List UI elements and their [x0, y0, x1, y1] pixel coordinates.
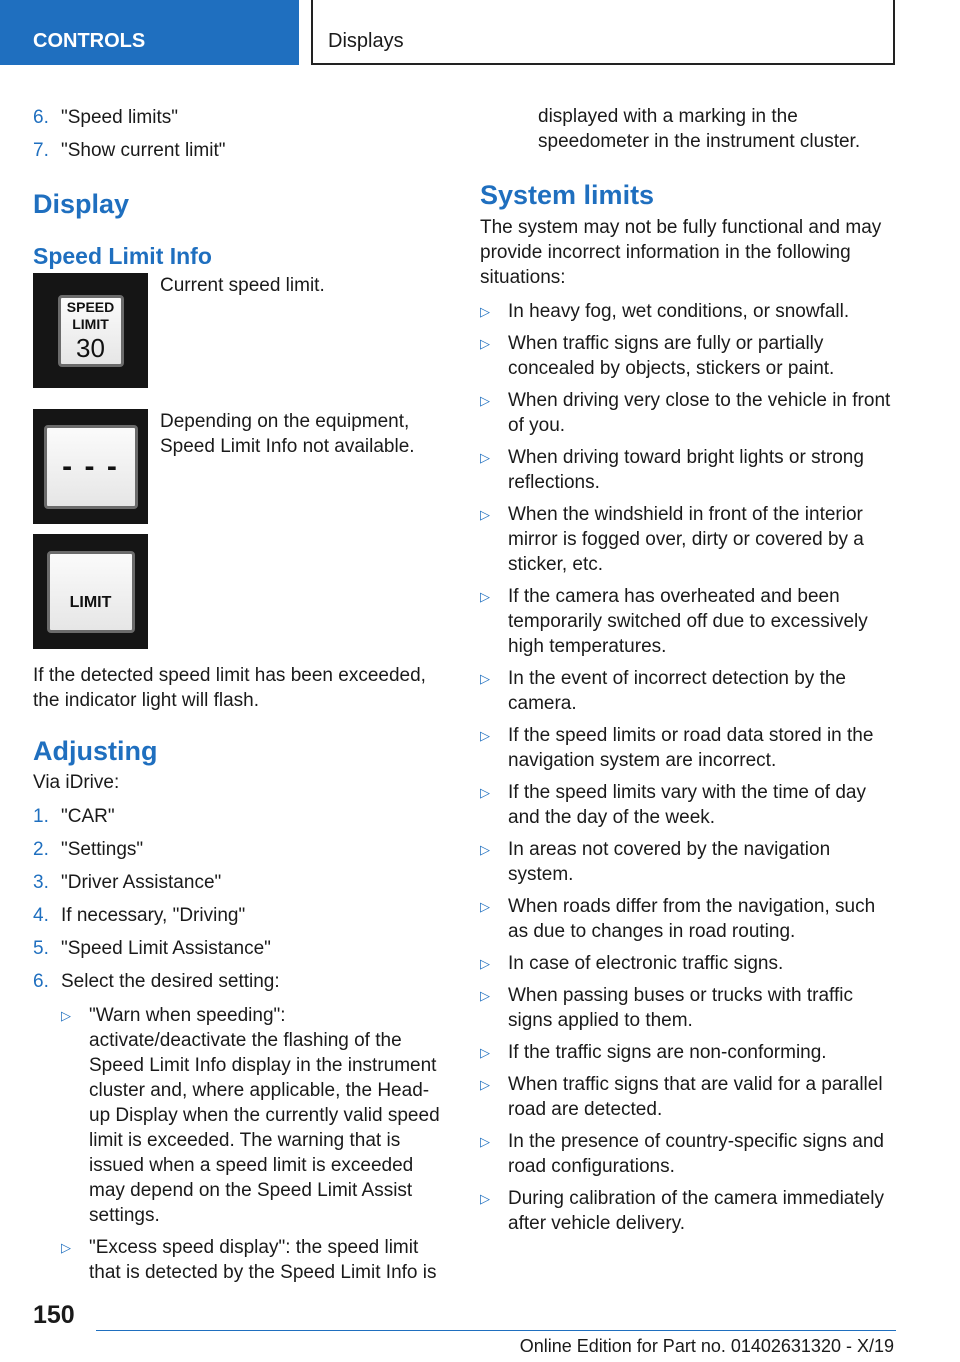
triangle-bullet-icon: ▷ [480, 988, 490, 1003]
triangle-bullet-icon: ▷ [480, 671, 490, 686]
list-item: ▷ When roads differ from the navigation, such as due to changes in road routing. [480, 896, 876, 942]
list-item: ▷ During calibration of the camera immediately after vehicle delivery. [480, 1188, 884, 1234]
left-column [33, 104, 445, 1292]
triangle-bullet-icon: ▷ [480, 728, 490, 743]
system-limits-intro: The system may not be fully functional and may provide incorrect information in the following situations: [480, 217, 882, 288]
icon-caption: Current speed limit. [160, 275, 325, 296]
triangle-bullet-icon: ▷ [480, 1134, 490, 1149]
display-heading: Display [33, 189, 130, 219]
menu-steps-continued [33, 104, 445, 170]
icon-row [33, 534, 445, 649]
right-column [480, 104, 895, 1243]
list-item: ▷ In the event of incorrect detection by the camera. [480, 668, 846, 714]
footer-edition: Online Edition for Part no. 01402631320 - X/19 [519, 1336, 894, 1356]
list-item: ▷ When the windshield in front of the interior mirror is fogged over, dirty or covered by a sticker, etc. [480, 504, 864, 575]
list-item: ▷ If the camera has overheated and been temporarily switched off due to excessively high temperatures. [480, 586, 868, 657]
list-item: 5. "Speed Limit Assistance" [33, 938, 271, 959]
exceeded-text: If the detected speed limit has been exceeded, the indicator light will flash. [33, 665, 426, 711]
triangle-bullet-icon: ▷ [480, 1077, 490, 1092]
list-item: ▷ If the speed limits or road data stored in the navigation system are incorrect. [480, 725, 874, 771]
adjust-steps [33, 803, 445, 1001]
adjusting-heading: Adjusting [33, 736, 158, 766]
icon-caption: Depending on the equipment, Speed Limit Info not available. [160, 411, 415, 457]
speed-limit-30-icon: SPEED LIMIT 30 [33, 273, 148, 388]
list-item: ▷ If the speed limits vary with the time of day and the day of the week. [480, 782, 866, 828]
list-item: 4. If necessary, "Driving" [33, 905, 246, 926]
list-item: ▷ When passing buses or trucks with traffic signs applied to them. [480, 985, 853, 1031]
list-item: ▷ In areas not covered by the navigation system. [480, 839, 831, 885]
icon-row [33, 409, 445, 524]
icon-row [33, 273, 445, 388]
system-limits-list [480, 299, 895, 1236]
chapter-tab: Displays [311, 0, 895, 65]
triangle-bullet-icon: ▷ [480, 304, 490, 319]
triangle-bullet-icon: ▷ [480, 956, 490, 971]
system-limits-heading: System limits [480, 180, 655, 210]
triangle-bullet-icon: ▷ [480, 842, 490, 857]
triangle-bullet-icon: ▷ [480, 785, 490, 800]
list-item: 2. "Settings" [33, 839, 144, 860]
list-item: ▷ "Warn when speeding": activate/deactivate the flashing of the Speed Limit Info display in the instrument cluster and, where applicable, the Head-up Display when the currently valid speed limit is exceeded. The warning that is issued when a speed limit is exceeded may depend on the Speed Limit Assist settings. [61, 1005, 440, 1226]
triangle-bullet-icon: ▷ [480, 336, 490, 351]
limit-icon: LIMIT [33, 534, 148, 649]
speed-limit-unavailable-icon: - - - [33, 409, 148, 524]
triangle-bullet-icon: ▷ [480, 1191, 490, 1206]
triangle-bullet-icon: ▷ [61, 1240, 71, 1255]
triangle-bullet-icon: ▷ [480, 393, 490, 408]
via-idrive-text: Via iDrive: [33, 772, 120, 793]
triangle-bullet-icon: ▷ [480, 1045, 490, 1060]
section-tab: CONTROLS [0, 0, 299, 65]
list-item: ▷ In the presence of country-specific signs and road configurations. [480, 1131, 884, 1177]
footer-divider [96, 1330, 896, 1331]
list-item: 3. "Driver Assistance" [33, 872, 222, 893]
speed-limit-info-heading: Speed Limit Info [33, 243, 212, 269]
list-item: 6. Select the desired setting: [33, 971, 280, 992]
list-item: 6. "Speed limits" [33, 107, 178, 128]
list-item: 7. "Show current limit" [33, 140, 226, 161]
triangle-bullet-icon: ▷ [480, 589, 490, 604]
continued-text: displayed with a marking in the speedometer in the instrument cluster. [538, 106, 861, 152]
list-item: ▷ When driving toward bright lights or strong reflections. [480, 447, 864, 493]
list-item: ▷ If the traffic signs are non-conforming. [480, 1042, 827, 1063]
triangle-bullet-icon: ▷ [480, 507, 490, 522]
list-item: ▷ When traffic signs that are valid for a parallel road are detected. [480, 1074, 883, 1120]
triangle-bullet-icon: ▷ [480, 450, 490, 465]
list-item: 1. "CAR" [33, 806, 115, 827]
list-item: ▷ When traffic signs are fully or partially concealed by objects, stickers or paint. [480, 333, 835, 379]
setting-options [61, 1003, 445, 1285]
page-number: 150 [33, 1301, 75, 1329]
triangle-bullet-icon: ▷ [61, 1008, 71, 1023]
list-item: ▷ In case of electronic traffic signs. [480, 953, 784, 974]
triangle-bullet-icon: ▷ [480, 899, 490, 914]
list-item: ▷ "Excess speed display": the speed limit that is detected by the Speed Limit Info is [61, 1237, 437, 1283]
list-item: ▷ In heavy fog, wet conditions, or snowfall. [480, 301, 850, 322]
list-item: ▷ When driving very close to the vehicle in front of you. [480, 390, 891, 436]
